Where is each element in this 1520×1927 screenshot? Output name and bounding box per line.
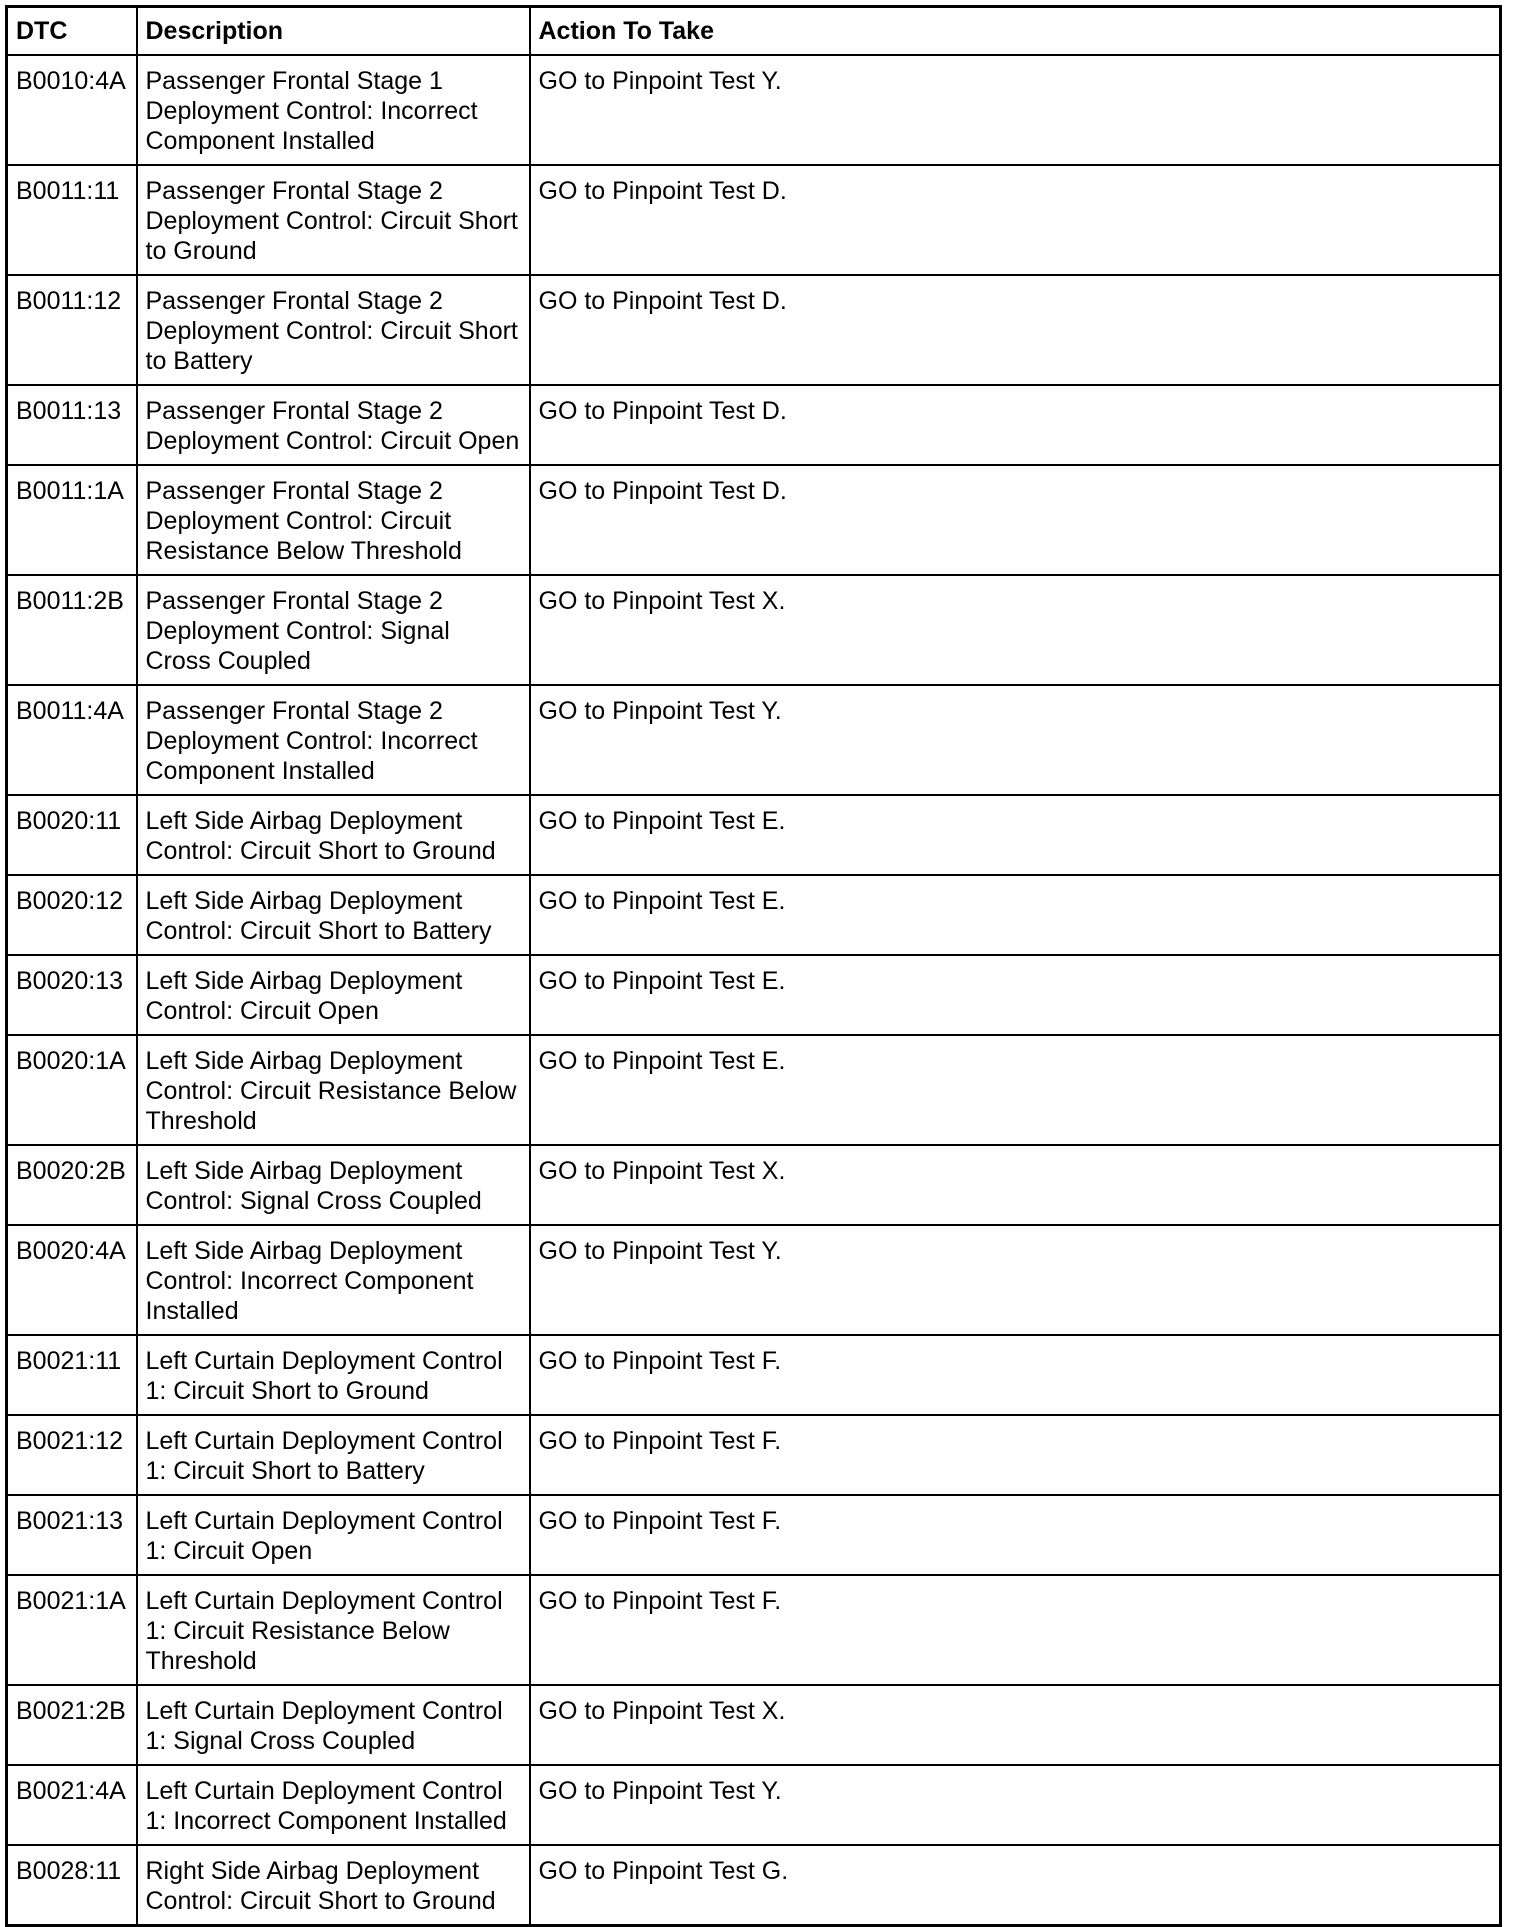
description-cell: Left Side Airbag Deployment Control: Circuit Short to Ground [137,795,530,875]
dtc-cell: B0020:12 [7,875,137,955]
action-cell: GO to Pinpoint Test E. [530,795,1501,875]
action-cell: GO to Pinpoint Test F. [530,1495,1501,1575]
dtc-cell: B0011:12 [7,275,137,385]
action-cell: GO to Pinpoint Test Y. [530,685,1501,795]
dtc-cell: B0021:13 [7,1495,137,1575]
action-cell: GO to Pinpoint Test E. [530,875,1501,955]
description-cell: Left Side Airbag Deployment Control: Circuit Open [137,955,530,1035]
dtc-cell: B0028:11 [7,1845,137,1926]
description-cell: Passenger Frontal Stage 2 Deployment Control: Incorrect Component Installed [137,685,530,795]
action-cell: GO to Pinpoint Test X. [530,575,1501,685]
table-row [7,955,1501,1035]
dtc-cell: B0010:4A [7,55,137,165]
dtc-cell: B0011:1A [7,465,137,575]
table-row [7,1145,1501,1225]
action-cell: GO to Pinpoint Test G. [530,1845,1501,1926]
dtc-cell: B0021:2B [7,1685,137,1765]
action-cell: GO to Pinpoint Test F. [530,1575,1501,1685]
table-row [7,1335,1501,1415]
action-cell: GO to Pinpoint Test E. [530,1035,1501,1145]
table-row [7,385,1501,465]
dtc-cell: B0020:2B [7,1145,137,1225]
dtc-cell: B0020:13 [7,955,137,1035]
action-cell: GO to Pinpoint Test D. [530,465,1501,575]
description-cell: Passenger Frontal Stage 2 Deployment Control: Circuit Short to Battery [137,275,530,385]
dtc-cell: B0021:12 [7,1415,137,1495]
description-cell: Left Side Airbag Deployment Control: Circuit Short to Battery [137,875,530,955]
table-row [7,465,1501,575]
table-row [7,1415,1501,1495]
dtc-cell: B0011:2B [7,575,137,685]
description-cell: Passenger Frontal Stage 2 Deployment Control: Circuit Resistance Below Threshold [137,465,530,575]
description-cell: Left Curtain Deployment Control 1: Incorrect Component Installed [137,1765,530,1845]
description-cell: Passenger Frontal Stage 1 Deployment Control: Incorrect Component Installed [137,55,530,165]
action-cell: GO to Pinpoint Test F. [530,1415,1501,1495]
description-cell: Passenger Frontal Stage 2 Deployment Control: Circuit Open [137,385,530,465]
description-cell: Passenger Frontal Stage 2 Deployment Control: Signal Cross Coupled [137,575,530,685]
dtc-cell: B0011:11 [7,165,137,275]
table-row [7,875,1501,955]
table-row [7,1035,1501,1145]
action-cell: GO to Pinpoint Test Y. [530,1225,1501,1335]
dtc-cell: B0011:4A [7,685,137,795]
action-cell: GO to Pinpoint Test Y. [530,55,1501,165]
table-row [7,795,1501,875]
action-cell: GO to Pinpoint Test D. [530,385,1501,465]
dtc-cell: B0020:11 [7,795,137,875]
description-cell: Left Curtain Deployment Control 1: Circuit Short to Battery [137,1415,530,1495]
table-row [7,1845,1501,1926]
header-row [7,7,1501,56]
description-cell: Left Side Airbag Deployment Control: Incorrect Component Installed [137,1225,530,1335]
action-cell: GO to Pinpoint Test X. [530,1145,1501,1225]
dtc-table [5,5,1502,1927]
table-row [7,165,1501,275]
table-row [7,1685,1501,1765]
table-row [7,55,1501,165]
table-row [7,1575,1501,1685]
dtc-cell: B0020:4A [7,1225,137,1335]
dtc-cell: B0021:1A [7,1575,137,1685]
description-cell: Left Curtain Deployment Control 1: Circuit Open [137,1495,530,1575]
table-body [7,55,1501,1926]
description-cell: Left Side Airbag Deployment Control: Signal Cross Coupled [137,1145,530,1225]
action-cell: GO to Pinpoint Test Y. [530,1765,1501,1845]
table-row [7,1495,1501,1575]
description-cell: Left Curtain Deployment Control 1: Circuit Short to Ground [137,1335,530,1415]
table-row [7,575,1501,685]
table-row [7,685,1501,795]
action-cell: GO to Pinpoint Test D. [530,275,1501,385]
table-row [7,275,1501,385]
dtc-cell: B0021:11 [7,1335,137,1415]
header-description: Description [137,7,530,56]
description-cell: Left Curtain Deployment Control 1: Circuit Resistance Below Threshold [137,1575,530,1685]
dtc-cell: B0020:1A [7,1035,137,1145]
description-cell: Passenger Frontal Stage 2 Deployment Control: Circuit Short to Ground [137,165,530,275]
table-row [7,1225,1501,1335]
dtc-cell: B0011:13 [7,385,137,465]
table-header [7,7,1501,56]
description-cell: Right Side Airbag Deployment Control: Circuit Short to Ground [137,1845,530,1926]
dtc-cell: B0021:4A [7,1765,137,1845]
description-cell: Left Side Airbag Deployment Control: Circuit Resistance Below Threshold [137,1035,530,1145]
table-row [7,1765,1501,1845]
header-dtc: DTC [7,7,137,56]
action-cell: GO to Pinpoint Test E. [530,955,1501,1035]
description-cell: Left Curtain Deployment Control 1: Signal Cross Coupled [137,1685,530,1765]
action-cell: GO to Pinpoint Test D. [530,165,1501,275]
action-cell: GO to Pinpoint Test F. [530,1335,1501,1415]
action-cell: GO to Pinpoint Test X. [530,1685,1501,1765]
header-action: Action To Take [530,7,1501,56]
